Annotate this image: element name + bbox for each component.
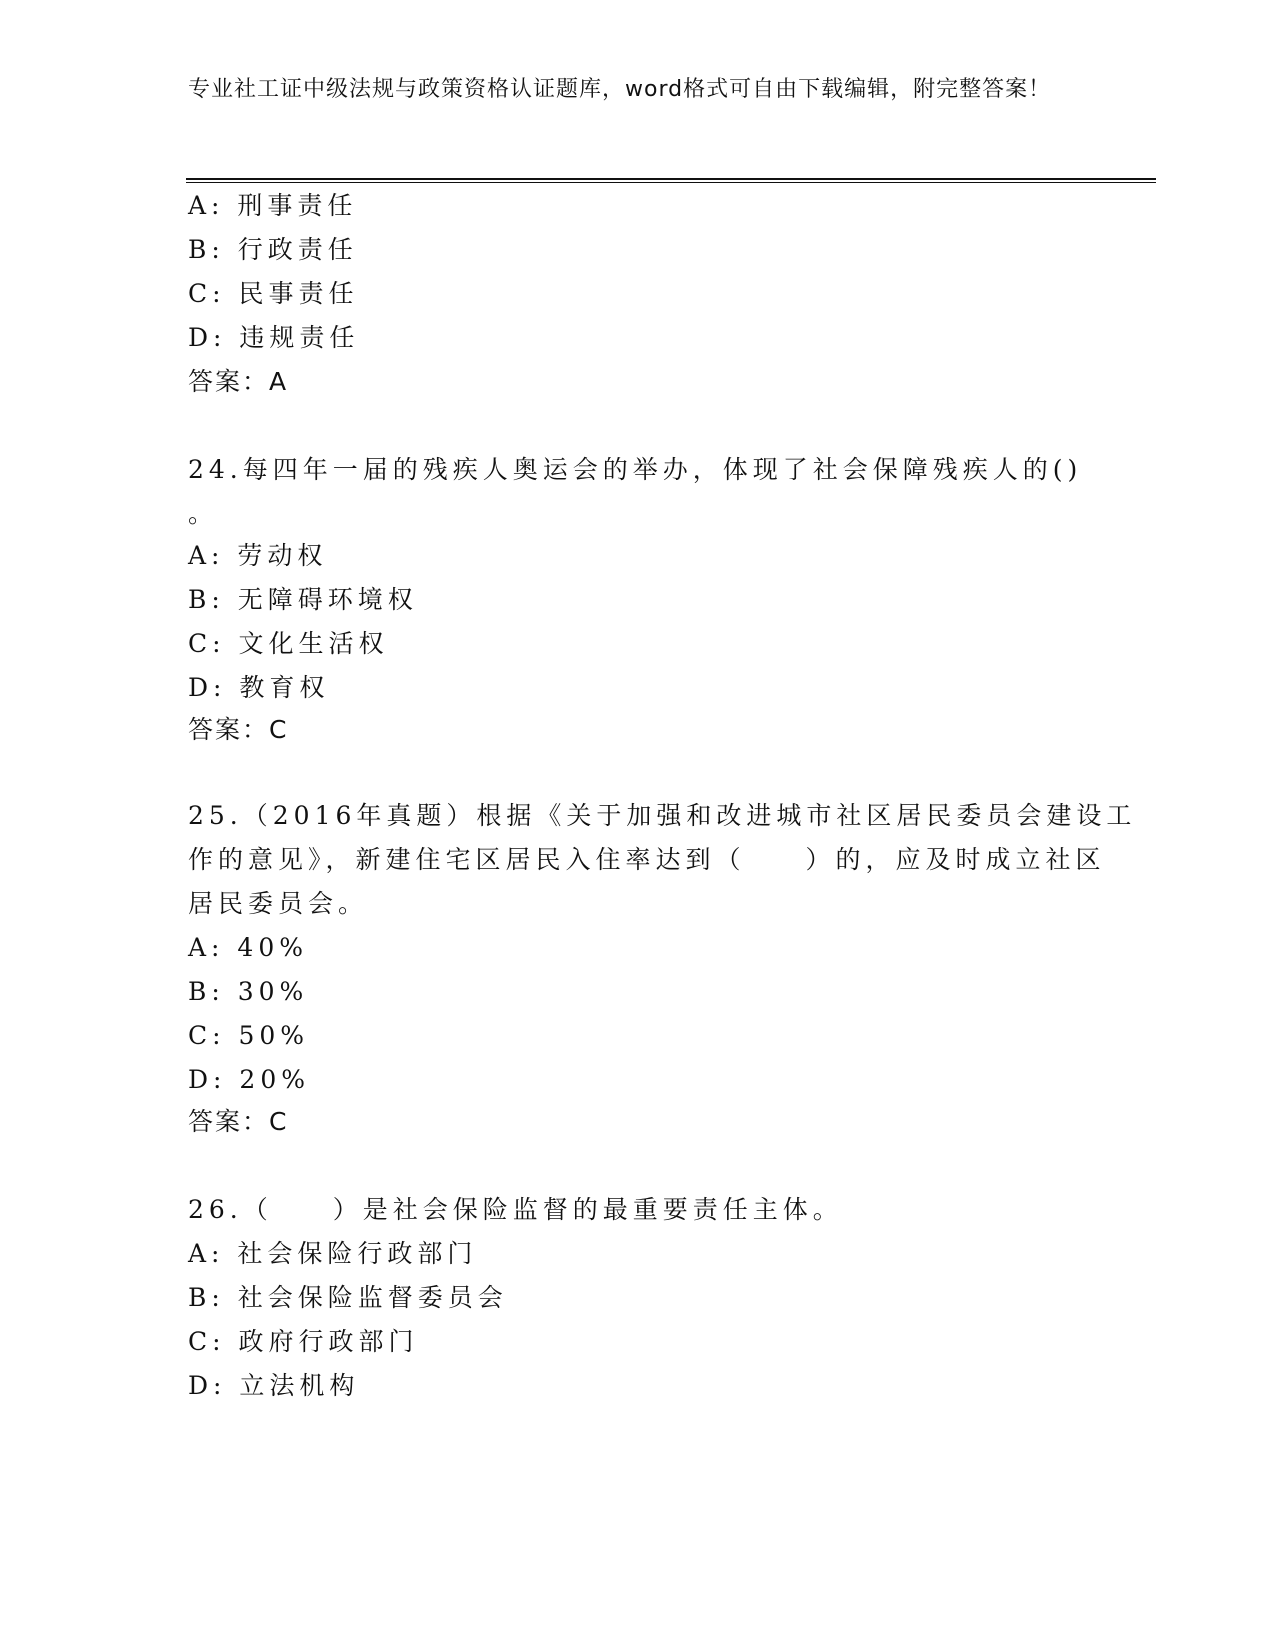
q25-stem-line2: 作的意见》，新建住宅区居民入住率达到（ ）的，应及时成立社区 <box>188 845 1106 874</box>
q24-stem-line2: 。 <box>188 499 219 528</box>
q24-option-a: A: 劳动权 <box>188 541 328 570</box>
header-rule <box>186 178 1156 180</box>
q23-option-d: D: 违规责任 <box>188 323 360 352</box>
q24-option-b: B: 无障碍环境权 <box>188 585 418 614</box>
q23-option-c: C: 民事责任 <box>188 279 359 308</box>
q25-option-d: D: 20% <box>188 1065 310 1094</box>
q26-stem-line1: 26.（ ）是社会保险监督的最重要责任主体。 <box>188 1195 843 1224</box>
q26-option-d: D: 立法机构 <box>188 1371 360 1400</box>
q25-answer: 答案：C <box>188 1107 289 1136</box>
q26-option-a: A: 社会保险行政部门 <box>188 1239 478 1268</box>
q25-option-a: A: 40% <box>188 933 308 962</box>
q23-option-a: A: 刑事责任 <box>188 191 358 220</box>
q26-option-c: C: 政府行政部门 <box>188 1327 419 1356</box>
q25-stem-line1: 25.（2016年真题）根据《关于加强和改进城市社区居民委员会建设工 <box>188 801 1137 830</box>
q24-option-d: D: 教育权 <box>188 673 330 702</box>
q25-option-b: B: 30% <box>188 977 309 1006</box>
header-rule-thin <box>186 182 1156 183</box>
q23-answer: 答案：A <box>188 367 289 396</box>
q25-option-c: C: 50% <box>188 1021 310 1050</box>
q24-option-c: C: 文化生活权 <box>188 629 389 658</box>
q24-answer: 答案：C <box>188 715 289 744</box>
q26-option-b: B: 社会保险监督委员会 <box>188 1283 508 1312</box>
q23-option-b: B: 行政责任 <box>188 235 358 264</box>
q24-stem-line1: 24.每四年一届的残疾人奥运会的举办，体现了社会保障残疾人的() <box>188 455 1083 484</box>
q25-stem-line3: 居民委员会。 <box>188 889 369 918</box>
document-header: 专业社工证中级法规与政策资格认证题库，word格式可自由下载编辑，附完整答案！ <box>188 77 1052 102</box>
